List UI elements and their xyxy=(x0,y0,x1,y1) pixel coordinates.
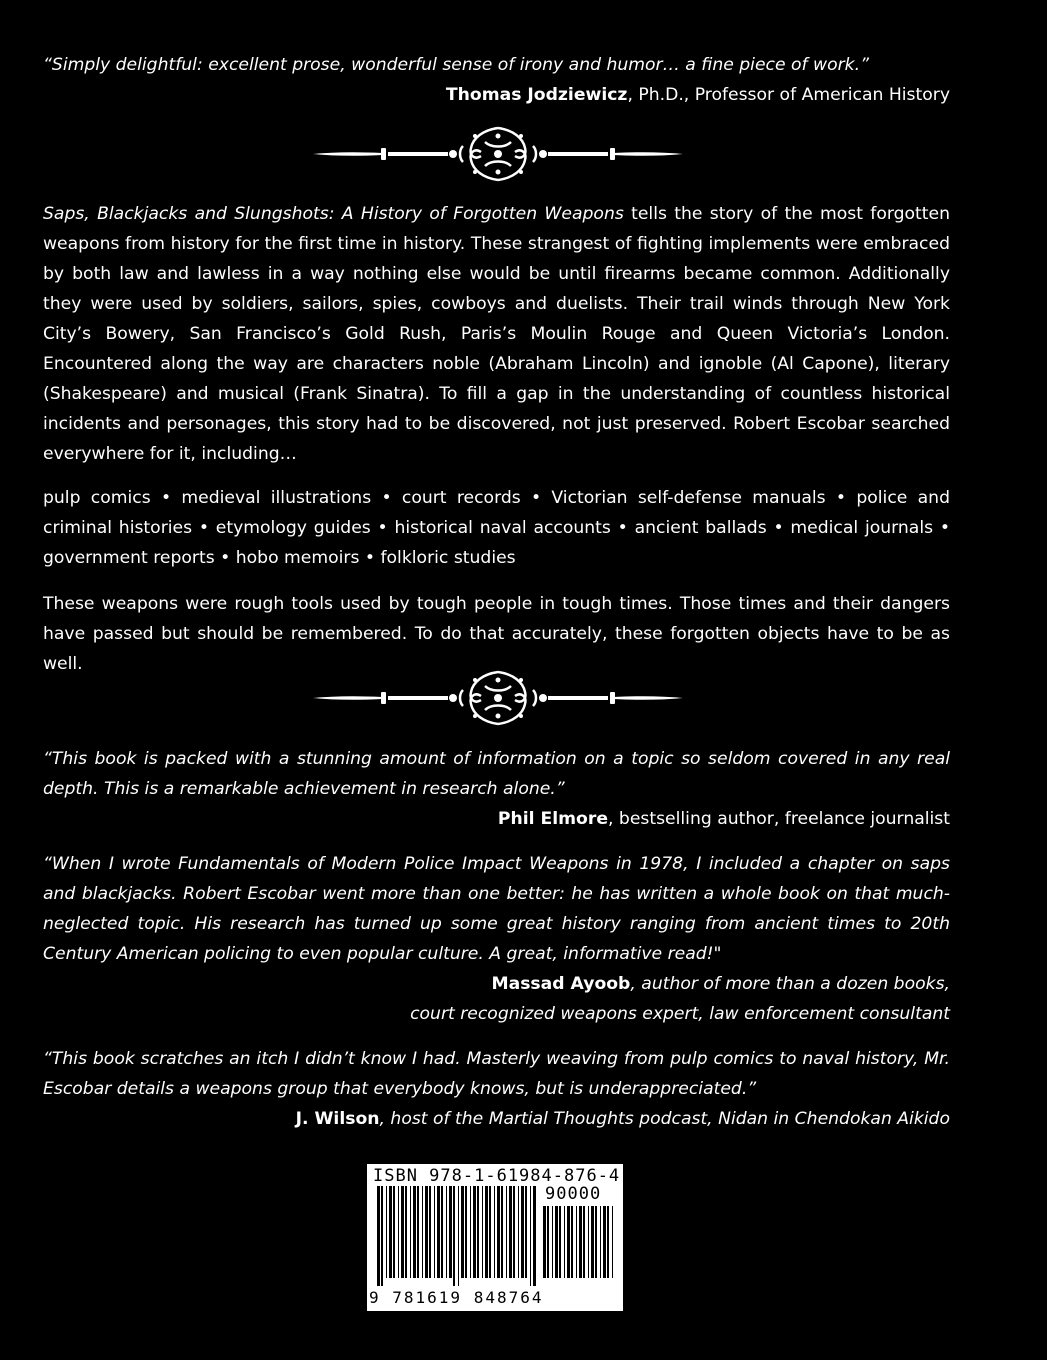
barcode-bar xyxy=(564,1206,565,1278)
barcode-bar xyxy=(497,1186,500,1278)
barcode-bar xyxy=(543,1206,546,1278)
quote-attribution xyxy=(43,969,950,999)
book-title: Saps, Blackjacks and Slungshots: A History of Forgotten Weapons xyxy=(43,204,624,224)
quote-author: J. Wilson xyxy=(295,1109,380,1129)
barcode-bar xyxy=(413,1186,416,1278)
barcode-bar xyxy=(482,1186,483,1278)
barcode-bar xyxy=(458,1186,459,1286)
barcode-bar xyxy=(405,1186,407,1278)
divider-ornament-icon xyxy=(313,666,683,730)
barcode-bar xyxy=(607,1206,609,1278)
barcode-bar xyxy=(410,1186,411,1278)
barcode-bar xyxy=(521,1186,524,1278)
quote-j-wilson xyxy=(43,1044,950,1134)
barcode-bar xyxy=(591,1206,594,1278)
barcode-bar xyxy=(398,1186,399,1278)
barcode-bar xyxy=(429,1186,431,1278)
barcode-bar xyxy=(555,1206,558,1278)
sources-list xyxy=(43,483,950,573)
quote-credentials: , author of more than a dozen books, xyxy=(630,974,950,994)
isbn-barcode xyxy=(367,1164,623,1311)
barcode-bar xyxy=(595,1206,597,1278)
quote-massad-ayoob xyxy=(43,849,950,1029)
quote-phil-elmore xyxy=(43,744,950,834)
barcode-bar xyxy=(461,1186,464,1278)
barcode-bar xyxy=(441,1186,443,1278)
barcode-bar xyxy=(473,1186,476,1278)
description-paragraph xyxy=(43,199,950,469)
barcode-bar xyxy=(552,1206,553,1278)
barcode-bar xyxy=(446,1186,447,1278)
barcode-bar xyxy=(525,1186,527,1278)
quote-author: Thomas Jodziewicz xyxy=(445,85,628,105)
quote-author: Phil Elmore xyxy=(497,809,608,829)
barcode-bar xyxy=(417,1186,419,1278)
barcode-bar xyxy=(501,1186,503,1278)
barcode-bar xyxy=(437,1186,440,1278)
barcode-bar xyxy=(579,1206,582,1278)
barcode-bar xyxy=(425,1186,428,1278)
barcode-bar xyxy=(401,1186,404,1278)
isbn-label: ISBN 978-1-61984-876-4 xyxy=(373,1166,621,1186)
quote-author: Massad Ayoob xyxy=(491,974,631,994)
price-code: 90000 xyxy=(545,1184,602,1204)
quote-credentials: , Ph.D., Professor of American History xyxy=(627,85,950,105)
sources-text: pulp comics • medieval illustrations • court records • Victorian self-defense manuals • police and criminal histories • etymology guides • historical naval accounts • ancient ballads • medical journals • government reports • hobo memoirs • folkloric studies xyxy=(43,488,950,568)
barcode-bar xyxy=(393,1186,395,1278)
barcode-bar xyxy=(612,1206,613,1278)
barcode-bar xyxy=(530,1186,531,1286)
quote-text: “When I wrote Fundamentals of Modern Police Impact Weapons in 1978, I included a chapter on saps and blackjacks. Robert Escobar went more than one better: he has written a whole book on that much-neglected topic. His research has turned up some great history ranging from ancient times to 20th Century American policing to even popular culture. A great, informative read!" xyxy=(43,854,950,964)
barcode-bar xyxy=(477,1186,479,1278)
quote-attribution xyxy=(43,804,950,834)
quote-attribution xyxy=(43,1104,950,1134)
barcode-bar xyxy=(547,1206,549,1278)
barcode-bar xyxy=(485,1186,488,1278)
ean-digits: 9 781619 848764 xyxy=(369,1288,544,1307)
quote-text: “This book is packed with a stunning amount of information on a topic so seldom covered in any real depth. This is a remarkable achievement in research alone.” xyxy=(43,749,950,799)
barcode-bar xyxy=(600,1206,601,1278)
barcode-bar xyxy=(571,1206,573,1278)
barcode-bar xyxy=(567,1206,570,1278)
barcode-bar xyxy=(509,1186,512,1278)
barcode-bar xyxy=(489,1186,491,1278)
barcode-bar xyxy=(533,1186,536,1286)
barcode-bar xyxy=(513,1186,515,1278)
barcode-bar xyxy=(576,1206,577,1278)
barcode-bar xyxy=(449,1186,452,1278)
addon-barcode-bars-icon xyxy=(543,1206,615,1286)
barcode-bar xyxy=(422,1186,423,1278)
quote-credentials: , bestselling author, freelance journalist xyxy=(608,809,950,829)
barcode-bar xyxy=(434,1186,435,1278)
barcode-bar xyxy=(583,1206,585,1278)
barcode-bar xyxy=(453,1186,455,1286)
book-description xyxy=(43,199,950,469)
barcode-bar xyxy=(381,1186,383,1286)
barcode-bar xyxy=(470,1186,471,1278)
barcode-bar xyxy=(588,1206,589,1278)
barcode-bar xyxy=(389,1186,392,1278)
quote-thomas-jodziewicz xyxy=(43,50,950,110)
quote-credentials: , host of the Martial Thoughts podcast, Nidan in Chendokan Aikido xyxy=(379,1109,950,1129)
description-body: tells the story of the most forgotten weapons from history for the first time in history. These strangest of fighting implements were embraced by both law and lawless in a way nothing else would be until firearms became common. Additionally they were used by soldiers, sailors, spies, cowboys and duelists. Their trail winds through New York City’s Bowery, San Francisco’s Gold Rush, Paris’s Moulin Rouge and Queen Victoria’s London. Encountered along the way are characters noble (Abraham Lincoln) and ignoble (Al Capone), literary (Shakespeare) and musical (Frank Sinatra). To fill a gap in the understanding of countless historical incidents and personages, this story had to be discovered, not just preserved. Robert Escobar searched everywhere for it, including… xyxy=(43,204,950,464)
barcode-bar xyxy=(518,1186,519,1278)
quote-credentials-line2: court recognized weapons expert, law enforcement consultant xyxy=(410,1004,950,1024)
quote-text: “Simply delightful: excellent prose, wonderful sense of irony and humor… a fine piece of work.” xyxy=(43,55,869,75)
barcode-bar xyxy=(506,1186,507,1278)
barcode-bar xyxy=(386,1186,387,1278)
barcode-bar xyxy=(559,1206,561,1278)
barcode-bar xyxy=(377,1186,380,1286)
barcode-bar xyxy=(603,1206,606,1278)
closing-text: These weapons were rough tools used by tough people in tough times. Those times and their dangers have passed but should be remembered. To do that accurately, these forgotten objects have to be as well. xyxy=(43,594,950,674)
divider-ornament-icon xyxy=(313,122,683,186)
quote-text: “This book scratches an itch I didn’t know I had. Masterly weaving from pulp comics to naval history, Mr. Escobar details a weapons group that everybody knows, but is underappreciated.” xyxy=(43,1049,950,1099)
quote-attribution xyxy=(43,80,950,110)
barcode-bar xyxy=(494,1186,495,1278)
barcode-bar xyxy=(465,1186,467,1278)
barcode-bars-icon xyxy=(377,1186,537,1286)
